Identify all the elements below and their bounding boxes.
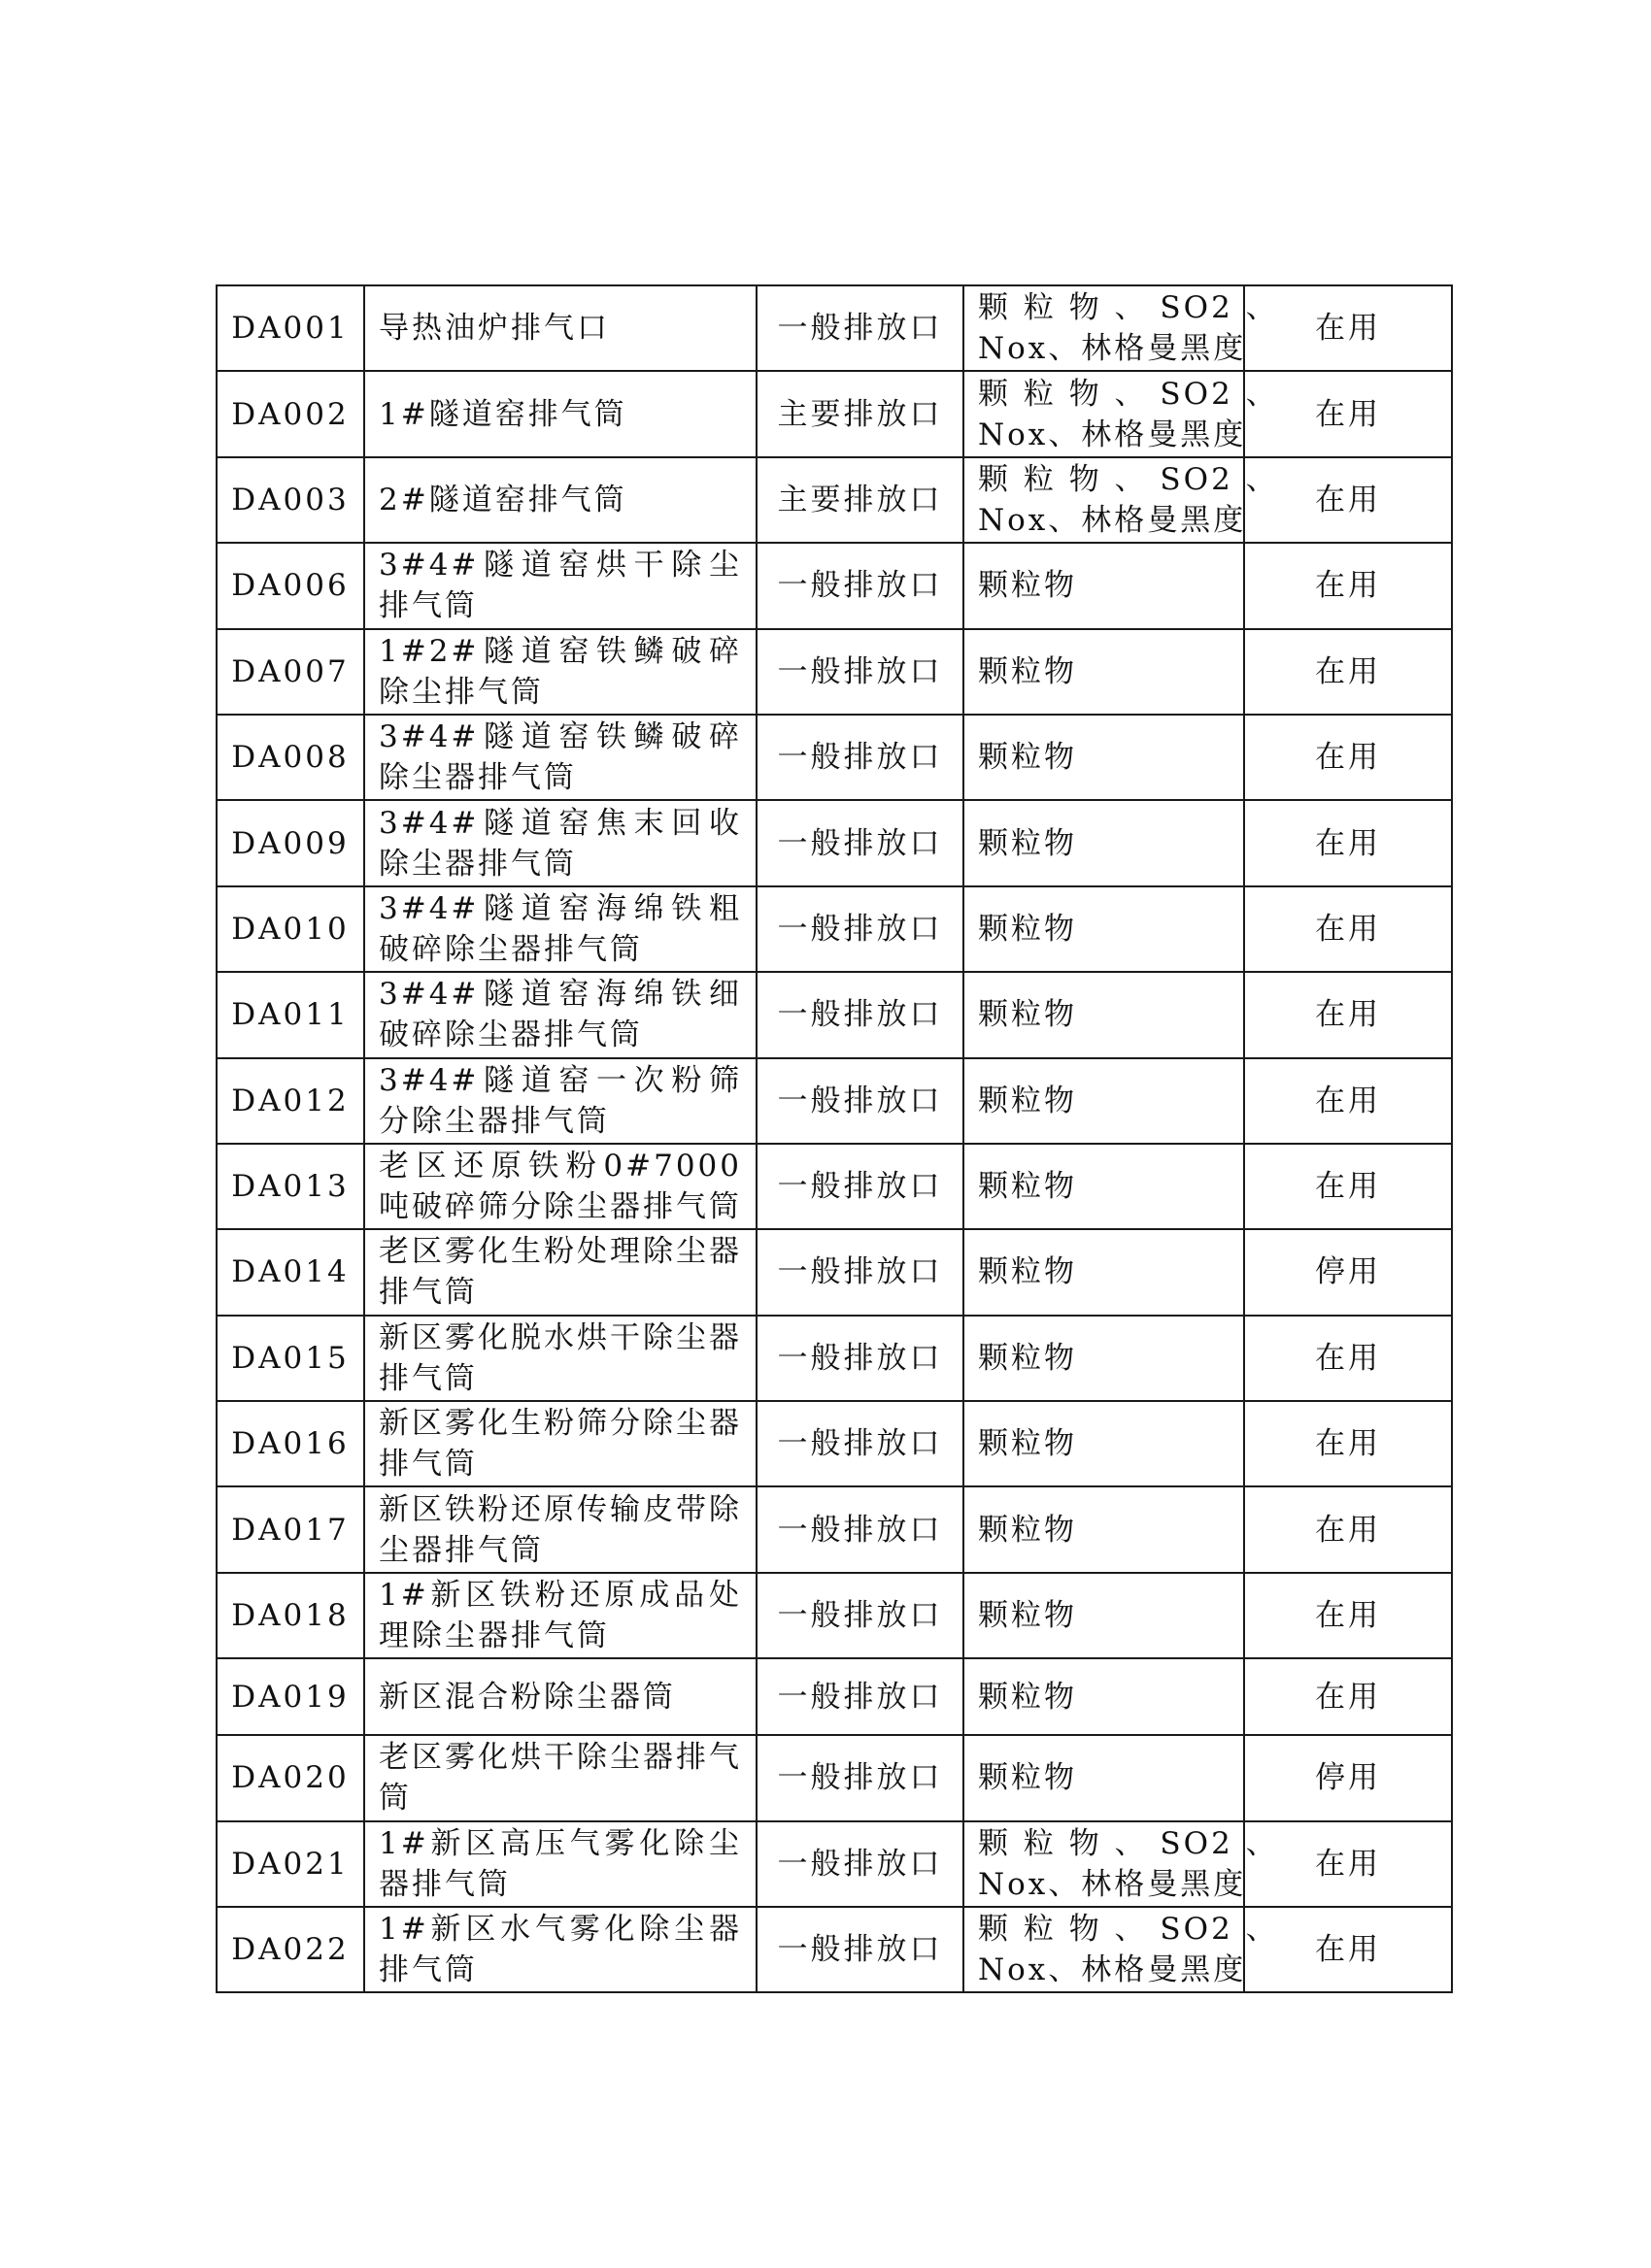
outlet-name-cell: 老区还原铁粉0#7000吨破碎筛分除尘器排气筒: [364, 1144, 757, 1229]
pollutant-line: 颗粒物: [978, 825, 1077, 861]
status-cell: 在用: [1244, 371, 1452, 456]
outlet-type-cell: 一般排放口: [757, 629, 963, 715]
pollutant-line: 颗 粒 物 、 SO2 、: [978, 1825, 1279, 1861]
outlet-name-cell: 1#新区水气雾化除尘器排气筒: [364, 1907, 757, 1992]
status-cell: 在用: [1244, 285, 1452, 371]
outlet-name-cell: 1#新区高压气雾化除尘器排气筒: [364, 1821, 757, 1907]
pollutant-line: 颗粒物: [978, 997, 1077, 1033]
pollutant-line: 颗粒物: [978, 1254, 1077, 1290]
outlet-name-cell: 3#4#隧道窑铁鳞破碎除尘器排气筒: [364, 715, 757, 800]
outlet-code-cell: DA010: [217, 886, 364, 972]
table-row: [217, 1316, 1452, 1401]
status-cell: 在用: [1244, 543, 1452, 628]
table-row: [217, 543, 1452, 628]
status-cell: 在用: [1244, 972, 1452, 1057]
pollutant-cell: [963, 886, 1244, 972]
table-row: [217, 1401, 1452, 1486]
outlet-type-cell: 主要排放口: [757, 371, 963, 456]
outlet-name-cell: 3#4#隧道窑一次粉筛分除尘器排气筒: [364, 1058, 757, 1144]
outlet-code-cell: DA015: [217, 1316, 364, 1401]
outlet-type-cell: 一般排放口: [757, 886, 963, 972]
outlet-code-cell: DA013: [217, 1144, 364, 1229]
outlet-type-cell: 一般排放口: [757, 1058, 963, 1144]
table-row: [217, 715, 1452, 800]
outlet-code-cell: DA003: [217, 457, 364, 543]
pollutant-line: 颗粒物: [978, 653, 1077, 689]
table-row: [217, 371, 1452, 456]
status-cell: 在用: [1244, 886, 1452, 972]
pollutant-cell: [963, 1229, 1244, 1315]
table-row: [217, 972, 1452, 1057]
table-row: [217, 1486, 1452, 1572]
status-cell: 在用: [1244, 1144, 1452, 1229]
emission-outlet-table: [216, 284, 1453, 1993]
pollutant-cell: [963, 1058, 1244, 1144]
pollutant-cell: [963, 457, 1279, 543]
pollutant-cell: [963, 371, 1279, 456]
pollutant-cell: [963, 1486, 1244, 1572]
outlet-type-cell: 一般排放口: [757, 1573, 963, 1658]
status-cell: 在用: [1244, 629, 1452, 715]
pollutant-cell: [963, 1573, 1244, 1658]
outlet-name-cell: 3#4#隧道窑海绵铁细破碎除尘器排气筒: [364, 972, 757, 1057]
pollutant-line: 颗粒物: [978, 1598, 1077, 1634]
status-cell: 在用: [1244, 1486, 1452, 1572]
pollutant-line: 颗粒物: [978, 1426, 1077, 1462]
outlet-type-cell: 一般排放口: [757, 1907, 963, 1992]
outlet-name-cell: 2#隧道窑排气筒: [364, 457, 757, 543]
outlet-name-cell: 1#新区铁粉还原成品处理除尘器排气筒: [364, 1573, 757, 1658]
outlet-type-cell: 一般排放口: [757, 285, 963, 371]
status-cell: 在用: [1244, 1821, 1452, 1907]
pollutant-cell: [963, 629, 1244, 715]
pollutant-line: Nox、林格曼黑度: [978, 1952, 1247, 1988]
pollutant-line: Nox、林格曼黑度: [978, 1866, 1247, 1902]
pollutant-cell: [963, 1401, 1244, 1486]
outlet-name-cell: 新区铁粉还原传输皮带除尘器排气筒: [364, 1486, 757, 1572]
table-row: [217, 285, 1452, 371]
table-row: [217, 1658, 1452, 1735]
pollutant-line: 颗粒物: [978, 911, 1077, 947]
outlet-type-cell: 一般排放口: [757, 1821, 963, 1907]
outlet-code-cell: DA006: [217, 543, 364, 628]
status-cell: 在用: [1244, 1316, 1452, 1401]
outlet-type-cell: 一般排放口: [757, 1658, 963, 1735]
outlet-type-cell: 一般排放口: [757, 543, 963, 628]
status-cell: 在用: [1244, 1573, 1452, 1658]
pollutant-line: 颗 粒 物 、 SO2 、: [978, 461, 1279, 497]
pollutant-line: 颗粒物: [978, 1340, 1077, 1376]
status-cell: 停用: [1244, 1229, 1452, 1315]
pollutant-line: 颗粒物: [978, 1083, 1077, 1118]
outlet-type-cell: 一般排放口: [757, 800, 963, 885]
pollutant-line: 颗 粒 物 、 SO2 、: [978, 376, 1279, 412]
table-body: [217, 285, 1452, 1992]
outlet-type-cell: 一般排放口: [757, 972, 963, 1057]
outlet-code-cell: DA009: [217, 800, 364, 885]
table-row: [217, 457, 1452, 543]
outlet-code-cell: DA019: [217, 1658, 364, 1735]
outlet-type-cell: 一般排放口: [757, 715, 963, 800]
status-cell: 在用: [1244, 715, 1452, 800]
outlet-code-cell: DA008: [217, 715, 364, 800]
table-row: [217, 1058, 1452, 1144]
pollutant-cell: [963, 1907, 1279, 1992]
outlet-code-cell: DA014: [217, 1229, 364, 1315]
pollutant-cell: [963, 1316, 1244, 1401]
table-row: [217, 1735, 1452, 1820]
pollutant-line: 颗粒物: [978, 1169, 1077, 1205]
table-row: [217, 1144, 1452, 1229]
status-cell: 在用: [1244, 1058, 1452, 1144]
pollutant-cell: [963, 1735, 1244, 1820]
outlet-name-cell: 老区雾化生粉处理除尘器排气筒: [364, 1229, 757, 1315]
outlet-name-cell: 3#4#隧道窑焦末回收除尘器排气筒: [364, 800, 757, 885]
outlet-name-cell: 1#隧道窑排气筒: [364, 371, 757, 456]
status-cell: 停用: [1244, 1735, 1452, 1820]
status-cell: 在用: [1244, 1401, 1452, 1486]
table-row: [217, 1229, 1452, 1315]
status-cell: 在用: [1244, 457, 1452, 543]
pollutant-cell: [963, 800, 1244, 885]
outlet-type-cell: 一般排放口: [757, 1486, 963, 1572]
outlet-type-cell: 一般排放口: [757, 1316, 963, 1401]
pollutant-line: 颗 粒 物 、 SO2 、: [978, 290, 1279, 326]
outlet-name-cell: 新区雾化脱水烘干除尘器排气筒: [364, 1316, 757, 1401]
outlet-name-cell: 1#2#隧道窑铁鳞破碎除尘排气筒: [364, 629, 757, 715]
table-row: [217, 629, 1452, 715]
outlet-code-cell: DA022: [217, 1907, 364, 1992]
pollutant-cell: [963, 285, 1279, 371]
outlet-name-cell: 导热油炉排气口: [364, 285, 757, 371]
status-cell: 在用: [1244, 1907, 1452, 1992]
outlet-code-cell: DA007: [217, 629, 364, 715]
pollutant-line: Nox、林格曼黑度: [978, 331, 1247, 367]
pollutant-line: 颗粒物: [978, 1679, 1077, 1715]
outlet-code-cell: DA011: [217, 972, 364, 1057]
status-cell: 在用: [1244, 800, 1452, 885]
outlet-type-cell: 一般排放口: [757, 1229, 963, 1315]
outlet-name-cell: 3#4#隧道窑烘干除尘排气筒: [364, 543, 757, 628]
outlet-name-cell: 3#4#隧道窑海绵铁粗破碎除尘器排气筒: [364, 886, 757, 972]
outlet-code-cell: DA020: [217, 1735, 364, 1820]
outlet-type-cell: 一般排放口: [757, 1735, 963, 1820]
pollutant-cell: [963, 972, 1244, 1057]
pollutant-cell: [963, 1658, 1244, 1735]
pollutant-cell: [963, 715, 1244, 800]
pollutant-line: Nox、林格曼黑度: [978, 502, 1247, 538]
pollutant-line: 颗粒物: [978, 568, 1077, 604]
outlet-name-cell: 老区雾化烘干除尘器排气筒: [364, 1735, 757, 1820]
outlet-code-cell: DA016: [217, 1401, 364, 1486]
pollutant-line: 颗粒物: [978, 1760, 1077, 1796]
pollutant-line: 颗粒物: [978, 740, 1077, 776]
outlet-code-cell: DA018: [217, 1573, 364, 1658]
pollutant-line: 颗 粒 物 、 SO2 、: [978, 1912, 1279, 1948]
outlet-code-cell: DA012: [217, 1058, 364, 1144]
table-row: [217, 1573, 1452, 1658]
outlet-code-cell: DA017: [217, 1486, 364, 1572]
outlet-type-cell: 一般排放口: [757, 1144, 963, 1229]
table-row: [217, 800, 1452, 885]
table-row: [217, 1907, 1452, 1992]
pollutant-cell: [963, 543, 1244, 628]
outlet-code-cell: DA002: [217, 371, 364, 456]
status-cell: 在用: [1244, 1658, 1452, 1735]
outlet-name-cell: 新区雾化生粉筛分除尘器排气筒: [364, 1401, 757, 1486]
outlet-name-cell: 新区混合粉除尘器筒: [364, 1658, 757, 1735]
outlet-code-cell: DA001: [217, 285, 364, 371]
pollutant-line: 颗粒物: [978, 1512, 1077, 1548]
outlet-code-cell: DA021: [217, 1821, 364, 1907]
pollutant-line: Nox、林格曼黑度: [978, 417, 1247, 452]
pollutant-cell: [963, 1144, 1244, 1229]
table-row: [217, 1821, 1452, 1907]
outlet-type-cell: 主要排放口: [757, 457, 963, 543]
outlet-type-cell: 一般排放口: [757, 1401, 963, 1486]
pollutant-cell: [963, 1821, 1279, 1907]
table-row: [217, 886, 1452, 972]
